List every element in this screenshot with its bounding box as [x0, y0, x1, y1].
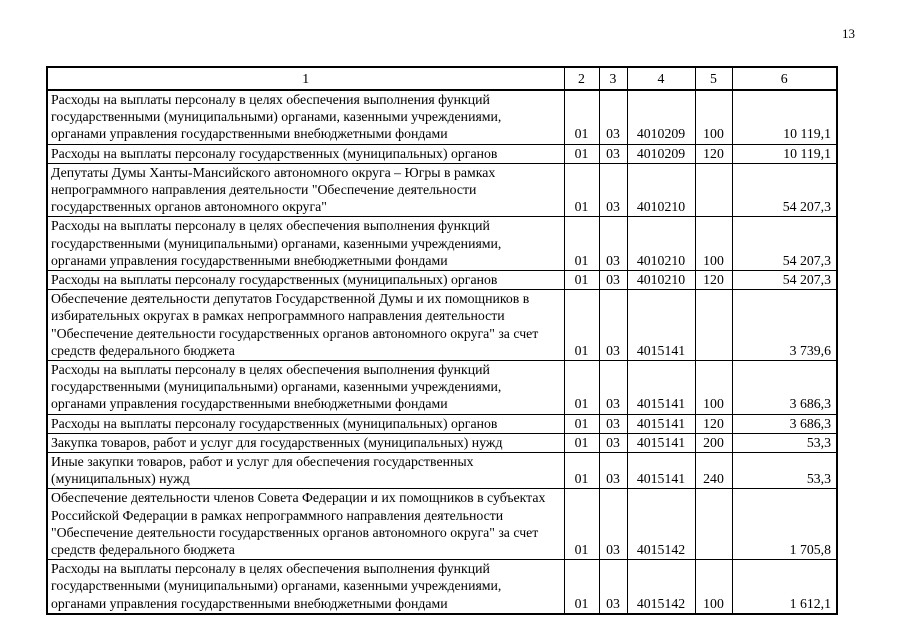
table-row	[47, 144, 837, 163]
column-header-name: 1	[47, 67, 564, 90]
pr-code-cell: 03	[599, 414, 627, 433]
table-row	[47, 290, 837, 361]
amount-cell: 54 207,3	[732, 271, 837, 290]
amount-cell: 10 119,1	[732, 90, 837, 144]
pr-code-cell: 03	[599, 217, 627, 271]
column-header-pr: 3	[599, 67, 627, 90]
page-number: 13	[842, 26, 855, 41]
pr-code-cell: 03	[599, 433, 627, 452]
table-body	[47, 90, 837, 614]
vr-code-cell	[695, 489, 732, 560]
vr-code-cell: 120	[695, 414, 732, 433]
table-row	[47, 414, 837, 433]
expenditure-name-cell: Расходы на выплаты персоналу государственных (муниципальных) органов	[47, 144, 564, 163]
amount-cell: 54 207,3	[732, 163, 837, 217]
vr-code-cell: 100	[695, 361, 732, 415]
table-header-row	[47, 67, 837, 90]
pr-code-cell: 03	[599, 271, 627, 290]
amount-cell: 1 705,8	[732, 489, 837, 560]
table-row	[47, 163, 837, 217]
csr-code-cell: 4010209	[627, 90, 695, 144]
rz-code-cell: 01	[564, 489, 599, 560]
table-row	[47, 217, 837, 271]
csr-code-cell: 4010210	[627, 217, 695, 271]
vr-code-cell: 100	[695, 560, 732, 614]
amount-cell: 3 686,3	[732, 361, 837, 415]
expenditure-name-cell: Расходы на выплаты персоналу государственных (муниципальных) органов	[47, 271, 564, 290]
expenditure-name-cell: Обеспечение деятельности членов Совета Федерации и их помощников в субъектах Российской Федерации в рамках непрограммного направления деятельности "Обеспечение деятельности государственных органов автономного округа" за счет средств федерального бюджета	[47, 489, 564, 560]
csr-code-cell: 4010209	[627, 144, 695, 163]
rz-code-cell: 01	[564, 361, 599, 415]
rz-code-cell: 01	[564, 414, 599, 433]
expenditure-name-cell: Расходы на выплаты персоналу в целях обеспечения выполнения функций государственными (муниципальными) органами, казенными учреждениями, органами управления государственными внебюджетными фондами	[47, 90, 564, 144]
rz-code-cell: 01	[564, 271, 599, 290]
pr-code-cell: 03	[599, 290, 627, 361]
vr-code-cell: 120	[695, 144, 732, 163]
expenditure-name-cell: Обеспечение деятельности депутатов Государственной Думы и их помощников в избирательных округах в рамках непрограммного направления деятельности "Обеспечение деятельности государственных органов автономного округа" за счет средств федерального бюджета	[47, 290, 564, 361]
table-row	[47, 560, 837, 614]
amount-cell: 53,3	[732, 453, 837, 489]
expenditure-name-cell: Иные закупки товаров, работ и услуг для обеспечения государственных (муниципальных) нужд	[47, 453, 564, 489]
expenditure-name-cell: Депутаты Думы Ханты-Мансийского автономного округа – Югры в рамках непрограммного направления деятельности "Обеспечение деятельности государственных органов автономного округа"	[47, 163, 564, 217]
amount-cell: 10 119,1	[732, 144, 837, 163]
pr-code-cell: 03	[599, 560, 627, 614]
rz-code-cell: 01	[564, 144, 599, 163]
pr-code-cell: 03	[599, 144, 627, 163]
expenditure-name-cell: Расходы на выплаты персоналу государственных (муниципальных) органов	[47, 414, 564, 433]
pr-code-cell: 03	[599, 489, 627, 560]
expenditure-name-cell: Расходы на выплаты персоналу в целях обеспечения выполнения функций государственными (муниципальными) органами, казенными учреждениями, органами управления государственными внебюджетными фондами	[47, 361, 564, 415]
table-row	[47, 489, 837, 560]
rz-code-cell: 01	[564, 560, 599, 614]
amount-cell: 3 739,6	[732, 290, 837, 361]
rz-code-cell: 01	[564, 453, 599, 489]
column-header-rz: 2	[564, 67, 599, 90]
csr-code-cell: 4015141	[627, 414, 695, 433]
csr-code-cell: 4015141	[627, 290, 695, 361]
csr-code-cell: 4015142	[627, 489, 695, 560]
table-row	[47, 361, 837, 415]
vr-code-cell	[695, 290, 732, 361]
csr-code-cell: 4015141	[627, 453, 695, 489]
table-row	[47, 453, 837, 489]
pr-code-cell: 03	[599, 453, 627, 489]
pr-code-cell: 03	[599, 163, 627, 217]
vr-code-cell: 200	[695, 433, 732, 452]
rz-code-cell: 01	[564, 217, 599, 271]
column-header-csr: 4	[627, 67, 695, 90]
vr-code-cell: 100	[695, 90, 732, 144]
budget-expenditure-table	[46, 66, 838, 615]
vr-code-cell	[695, 163, 732, 217]
rz-code-cell: 01	[564, 163, 599, 217]
table-row	[47, 90, 837, 144]
rz-code-cell: 01	[564, 433, 599, 452]
amount-cell: 53,3	[732, 433, 837, 452]
expenditure-name-cell: Расходы на выплаты персоналу в целях обеспечения выполнения функций государственными (муниципальными) органами, казенными учреждениями, органами управления государственными внебюджетными фондами	[47, 560, 564, 614]
csr-code-cell: 4010210	[627, 271, 695, 290]
csr-code-cell: 4015141	[627, 361, 695, 415]
vr-code-cell: 240	[695, 453, 732, 489]
csr-code-cell: 4015142	[627, 560, 695, 614]
column-header-vr: 5	[695, 67, 732, 90]
amount-cell: 54 207,3	[732, 217, 837, 271]
csr-code-cell: 4010210	[627, 163, 695, 217]
amount-cell: 1 612,1	[732, 560, 837, 614]
vr-code-cell: 120	[695, 271, 732, 290]
expenditure-name-cell: Закупка товаров, работ и услуг для государственных (муниципальных) нужд	[47, 433, 564, 452]
pr-code-cell: 03	[599, 361, 627, 415]
pr-code-cell: 03	[599, 90, 627, 144]
rz-code-cell: 01	[564, 290, 599, 361]
rz-code-cell: 01	[564, 90, 599, 144]
table-row	[47, 271, 837, 290]
vr-code-cell: 100	[695, 217, 732, 271]
expenditure-name-cell: Расходы на выплаты персоналу в целях обеспечения выполнения функций государственными (муниципальными) органами, казенными учреждениями, органами управления государственными внебюджетными фондами	[47, 217, 564, 271]
csr-code-cell: 4015141	[627, 433, 695, 452]
table-row	[47, 433, 837, 452]
column-header-amount: 6	[732, 67, 837, 90]
amount-cell: 3 686,3	[732, 414, 837, 433]
